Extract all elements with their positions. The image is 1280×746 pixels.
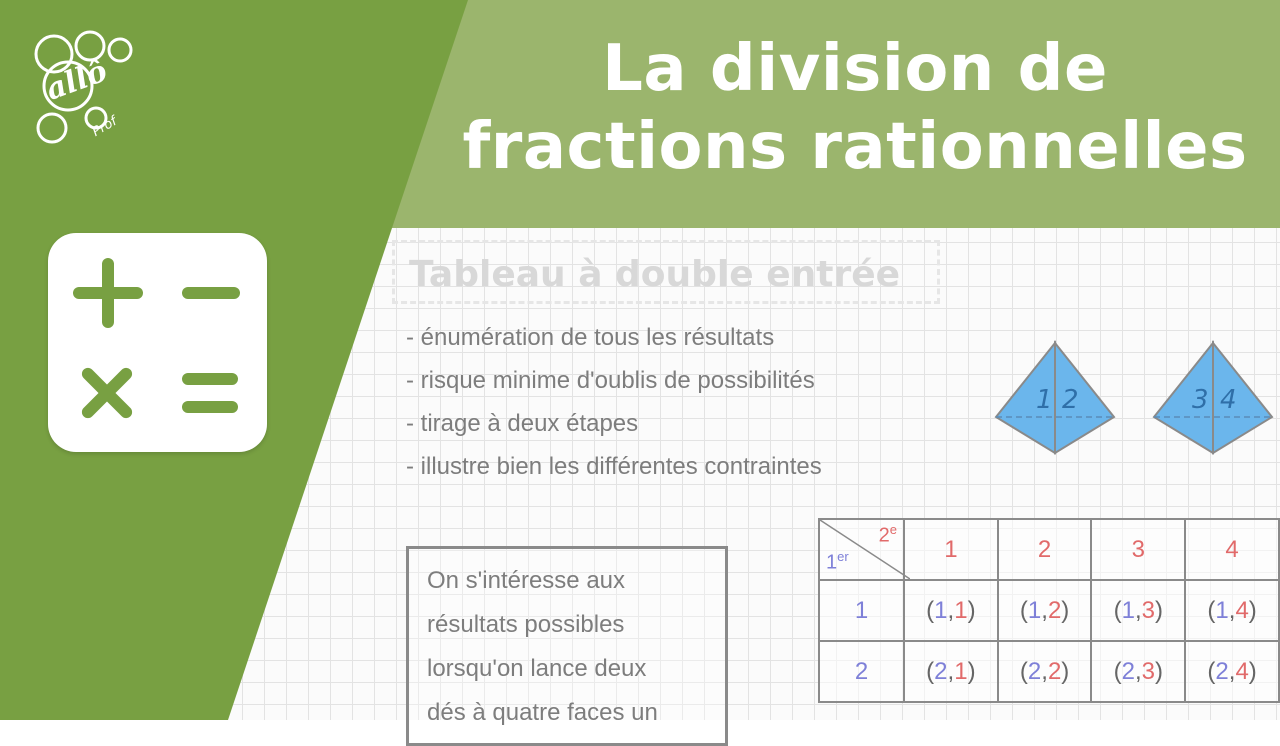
table-cell: (1,1)	[904, 580, 998, 641]
cell-second: 3	[1141, 657, 1156, 685]
cell-second: 2	[1047, 596, 1062, 624]
cell-first: 1	[1215, 596, 1229, 624]
column-header: 1	[904, 519, 998, 580]
corner-label-top: 2e	[878, 522, 897, 547]
page-title	[430, 30, 1280, 186]
cell-second: 3	[1141, 596, 1156, 624]
bullet-item: - illustre bien les différentes contraintes	[406, 453, 822, 480]
cell-second: 2	[1047, 657, 1062, 685]
bullet-item: - énumération de tous les résultats	[406, 324, 775, 351]
cell-first: 1	[1027, 596, 1042, 624]
cell-first: 2	[1027, 657, 1042, 685]
table-cell: (2,1)	[904, 641, 998, 702]
cell-second: 4	[1235, 596, 1249, 624]
equals-icon	[182, 373, 238, 413]
calculator-icon	[48, 233, 267, 452]
table-cell: (1,4)	[1185, 580, 1279, 641]
bullet-item: - tirage à deux étapes	[406, 410, 639, 437]
row-header: 2	[819, 641, 904, 702]
allo-prof-logo[interactable]	[26, 24, 138, 150]
die-face-label: 3	[1192, 385, 1209, 415]
bullet-item: - risque minime d'oublis de possibilités	[406, 367, 815, 394]
note-line: lorsqu'on lance deux	[427, 655, 647, 682]
plus-icon	[73, 258, 143, 328]
cell-second: 1	[954, 596, 968, 624]
minus-icon	[182, 287, 240, 299]
row-header: 1	[819, 580, 904, 641]
die-face-label: 4	[1220, 385, 1237, 415]
table-cell: (1,3)	[1091, 580, 1185, 641]
column-header: 3	[1091, 519, 1185, 580]
corner-label-bottom: 1er	[826, 549, 849, 574]
cell-first: 2	[1121, 657, 1135, 685]
table-cell: (2,4)	[1185, 641, 1279, 702]
die-face-label: 2	[1062, 385, 1079, 415]
svg-text:allô: allô	[41, 53, 112, 108]
die-face-label: 1	[1036, 385, 1053, 415]
svg-text:Prof: Prof	[89, 114, 120, 140]
table-cell: (1,2)	[998, 580, 1092, 641]
title-line-1: La division de	[602, 32, 1108, 106]
cell-second: 4	[1235, 657, 1249, 685]
cell-first: 2	[934, 657, 948, 685]
table-cell: (2,2)	[998, 641, 1092, 702]
column-header: 2	[998, 519, 1092, 580]
cell-second: 1	[954, 657, 968, 685]
note-line: dés à quatre faces un	[427, 699, 658, 726]
times-icon	[79, 365, 134, 420]
column-header: 4	[1185, 519, 1279, 580]
table-cell: (2,3)	[1091, 641, 1185, 702]
cell-first: 2	[1215, 657, 1229, 685]
section-title: Tableau à double entrée	[392, 240, 940, 304]
note-line: On s'intéresse aux	[427, 567, 626, 594]
cell-first: 1	[934, 596, 948, 624]
cell-first: 1	[1121, 596, 1135, 624]
title-line-2: fractions rationnelles	[462, 110, 1248, 184]
note-line: résultats possibles	[427, 611, 625, 638]
